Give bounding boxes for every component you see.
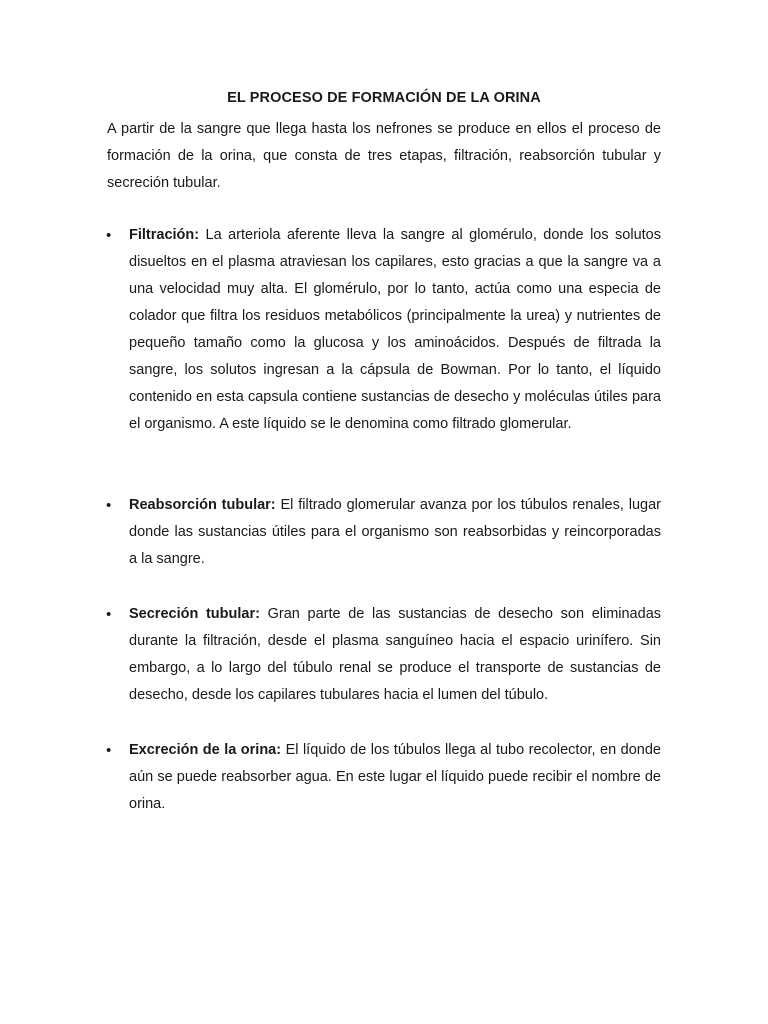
list-item-excrecion xyxy=(106,737,661,818)
item-text: El líquido de los túbulos llega al tubo recolector, en donde aún se puede reabsorber agua. En este lugar el líquido puede recibir el nombre de orina. xyxy=(129,742,661,812)
item-text: El filtrado glomerular avanza por los túbulos renales, lugar donde las sustancias útiles para el organismo son reabsorbidas y reincorporadas a la sangre. xyxy=(129,497,661,567)
bullet-icon: • xyxy=(106,227,112,244)
bullet-icon: • xyxy=(106,742,112,759)
item-text: Gran parte de las sustancias de desecho son eliminadas durante la filtración, desde el plasma sanguíneo hacia el espacio urinífero. Sin embargo, a lo largo del túbulo renal se produce el transporte de sustancias de desecho, desde los capilares tubulares hacia el lumen del túbulo. xyxy=(129,606,662,703)
item-term: Reabsorción tubular: xyxy=(129,497,276,513)
item-text: La arteriola aferente lleva la sangre al glomérulo, donde los solutos disueltos en el plasma atraviesan los capilares, esto gracias a que la sangre va a una velocidad muy alta. El glomérulo, por lo tanto, actúa como una especia de colador que filtra los residuos metabólicos (principalmente la urea) y nutrientes de pequeño tamaño como la glucosa y los aminoácidos. Después de filtrada la sangre, los solutos ingresan a la cápsula de Bowman. Por lo tanto, el líquido contenido en esta capsula contiene sustancias de desecho y moléculas útiles para el organismo. A este líquido se le denomina como filtrado glomerular. xyxy=(129,227,661,432)
list-item-filtracion xyxy=(106,222,661,438)
bullet-icon: • xyxy=(106,606,112,623)
item-term: Filtración: xyxy=(129,227,200,243)
item-term: Secreción tubular: xyxy=(129,606,260,622)
intro-paragraph: A partir de la sangre que llega hasta los nefrones se produce en ellos el proceso de formación de la orina, que consta de tres etapas, filtración, reabsorción tubular y secreción tubular. xyxy=(107,121,661,191)
list-item-secrecion xyxy=(106,601,662,709)
bullet-icon: • xyxy=(106,497,112,514)
document-title: EL PROCESO DE FORMACIÓN DE LA ORINA xyxy=(227,90,541,106)
list-item-reabsorcion xyxy=(106,492,661,573)
item-term: Excreción de la orina: xyxy=(129,742,282,758)
